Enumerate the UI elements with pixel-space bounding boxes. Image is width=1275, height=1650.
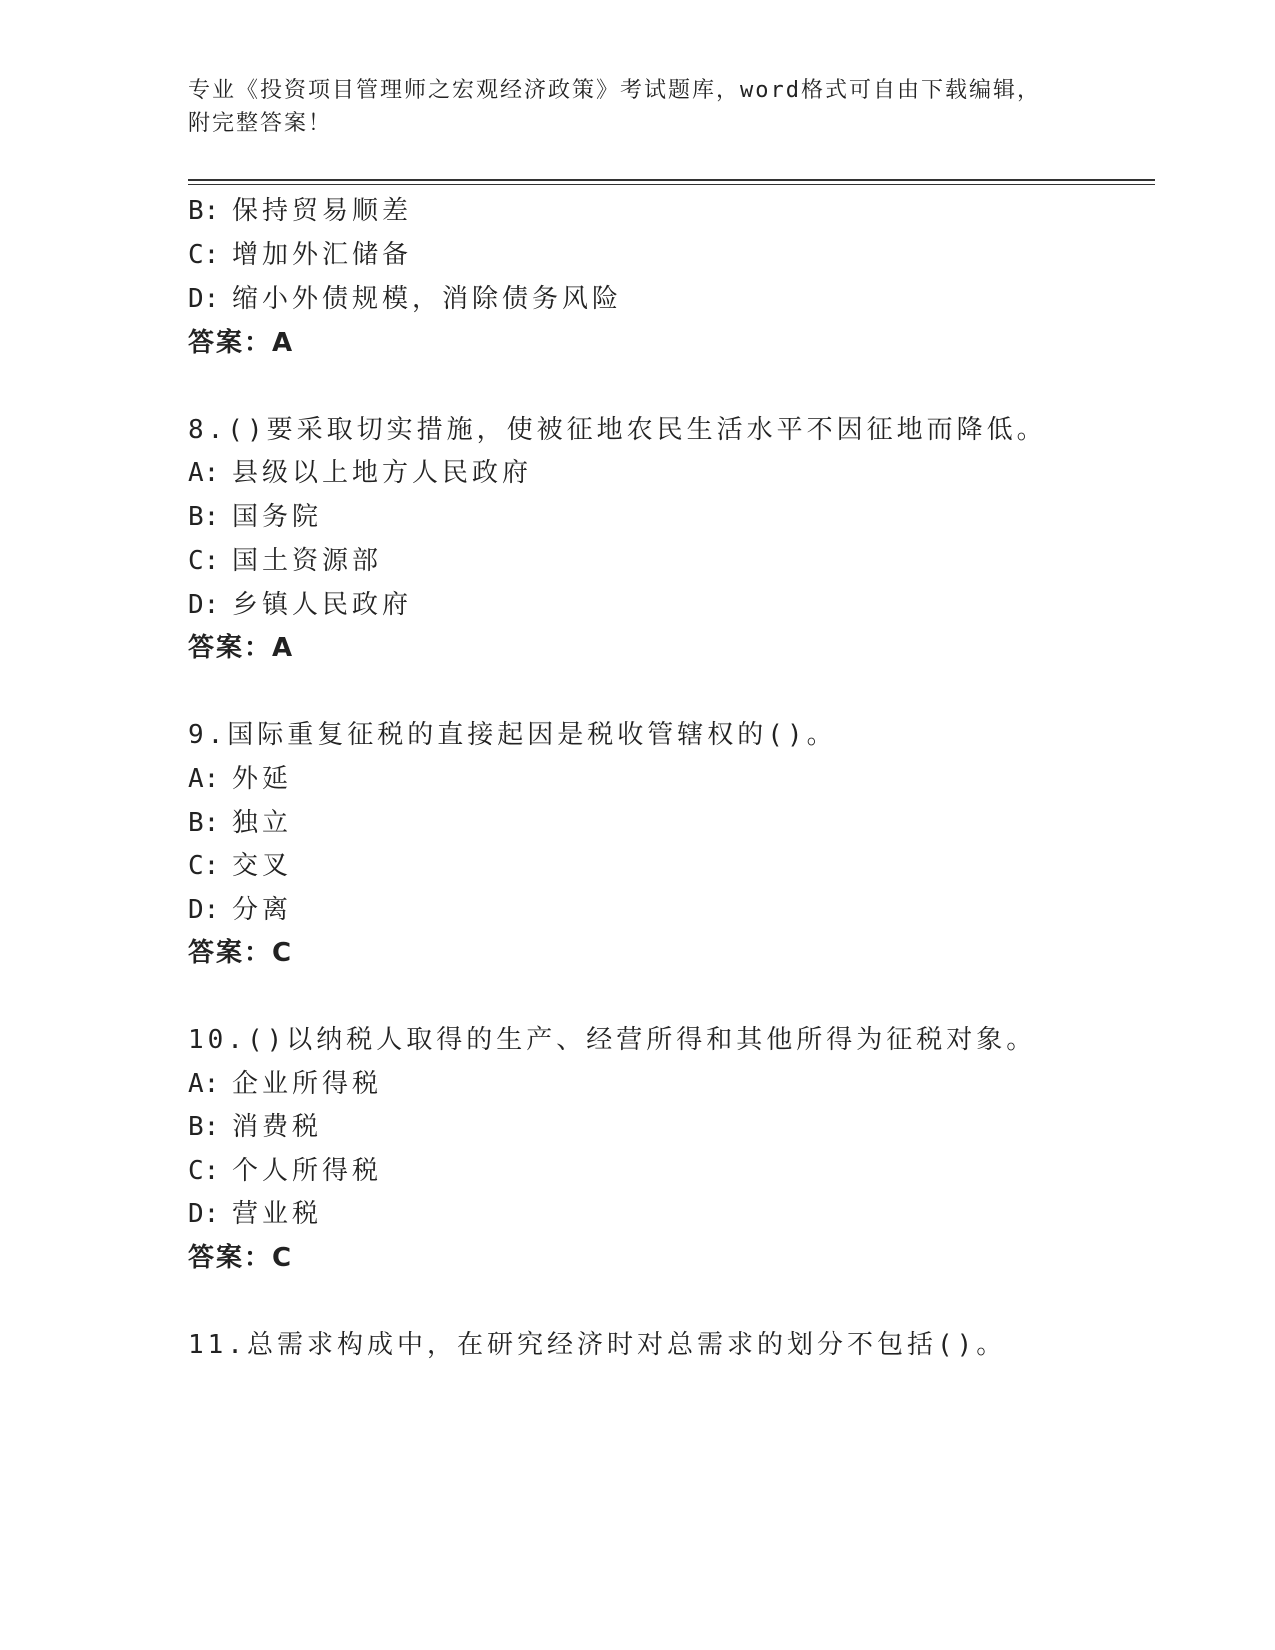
q9-answer: 答案：C (188, 938, 294, 968)
q9-question: 9.国际重复征税的直接起因是税收管辖权的()。 (188, 720, 837, 750)
header-line-1: 专业《投资项目管理师之宏观经济政策》考试题库，word格式可自由下载编辑， (188, 78, 1041, 103)
q9-option-c: C: 交叉 (188, 851, 293, 881)
q7-option-b: B: 保持贸易顺差 (188, 196, 413, 226)
q8-option-b: B: 国务院 (188, 502, 323, 532)
q9-option-b: B: 独立 (188, 808, 293, 838)
q7-option-c: C: 增加外汇储备 (188, 240, 413, 270)
q10-question: 10.()以纳税人取得的生产、经营所得和其他所得为征税对象。 (188, 1025, 1037, 1055)
q8-option-c: C: 国土资源部 (188, 546, 383, 576)
q7-option-d: D: 缩小外债规模，消除债务风险 (188, 284, 623, 314)
q10-answer: 答案：C (188, 1243, 294, 1273)
q9-option-a: A: 外延 (188, 764, 293, 794)
q10-option-d: D: 营业税 (188, 1199, 323, 1229)
header-rule-thin (188, 184, 1155, 185)
q8-option-a: A: 县级以上地方人民政府 (188, 458, 533, 488)
document-header (188, 74, 1088, 140)
header-line-2: 附完整答案！ (188, 111, 333, 136)
q8-option-d: D: 乡镇人民政府 (188, 590, 413, 620)
q7-answer: 答案：A (188, 328, 295, 358)
q8-question: 8.()要采取切实措施，使被征地农民生活水平不因征地而降低。 (188, 415, 1047, 445)
q11-question: 11.总需求构成中，在研究经济时对总需求的划分不包括()。 (188, 1330, 1007, 1360)
q9-option-d: D: 分离 (188, 895, 293, 925)
q10-option-c: C: 个人所得税 (188, 1156, 383, 1186)
q10-option-b: B: 消费税 (188, 1112, 323, 1142)
q10-option-a: A: 企业所得税 (188, 1069, 383, 1099)
header-rule-thick (188, 179, 1155, 181)
q8-answer: 答案：A (188, 633, 295, 663)
